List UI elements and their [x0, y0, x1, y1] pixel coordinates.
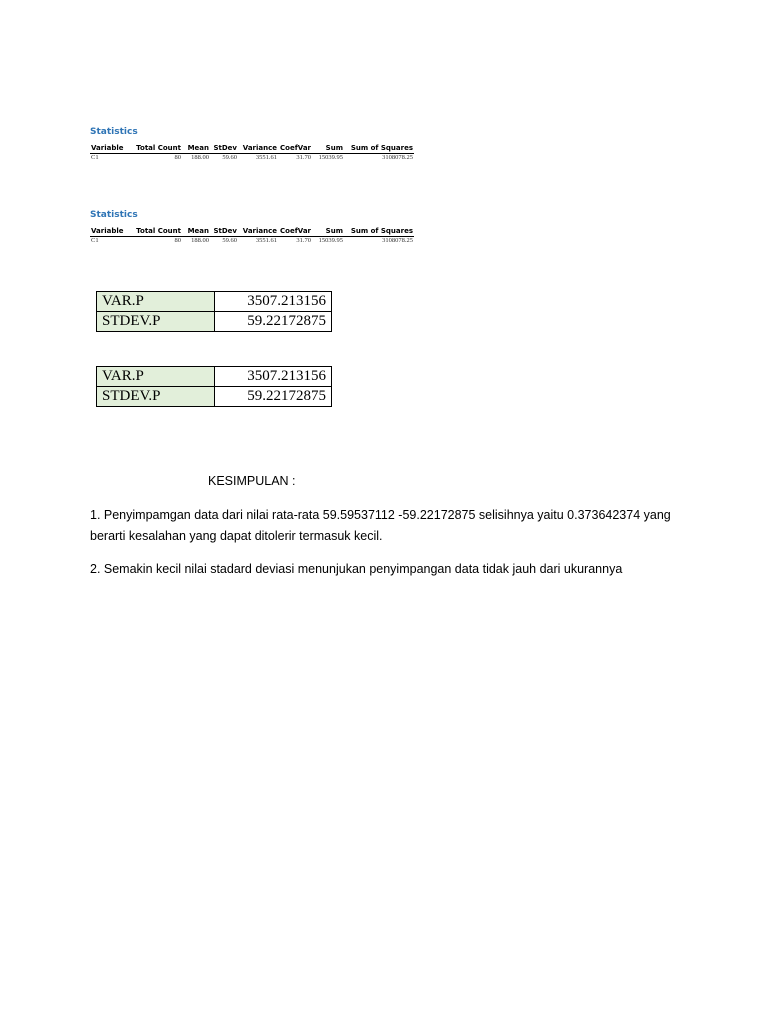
- header-sum: Sum: [312, 143, 344, 154]
- stdev-p-value: 59.22172875: [215, 387, 332, 407]
- cell-sum: 15039.95: [318, 237, 343, 244]
- cell-coefvar: 31.70: [296, 237, 311, 244]
- header-variance: Variance: [238, 143, 278, 154]
- statistics-block-1: [90, 126, 414, 162]
- stdev-p-value: 59.22172875: [215, 312, 332, 332]
- var-p-label: VAR.P: [97, 367, 215, 387]
- cell-mean: 188.00: [191, 154, 209, 161]
- statistics-block-2: [90, 209, 414, 245]
- cell-mean: 188.00: [191, 237, 209, 244]
- cell-sum: 15039.95: [318, 154, 343, 161]
- variance-table-2: [96, 366, 332, 407]
- statistics-table: [90, 226, 414, 245]
- header-stdev: StDev: [210, 226, 238, 237]
- stdev-p-label: STDEV.P: [97, 312, 215, 332]
- cell-stdev: 59.60: [222, 237, 237, 244]
- conclusion-heading: KESIMPULAN :: [208, 474, 296, 488]
- statistics-table: [90, 143, 414, 162]
- header-mean: Mean: [182, 226, 210, 237]
- var-p-value: 3507.213156: [215, 367, 332, 387]
- statistics-header-row: [90, 226, 414, 237]
- header-total-count: Total Count: [128, 226, 182, 237]
- table-row: [97, 367, 332, 387]
- cell-sum-of-squares: 3108078.25: [382, 237, 413, 244]
- header-coefvar: CoefVar: [278, 226, 312, 237]
- table-row: [90, 237, 414, 246]
- header-sum-of-squares: Sum of Squares: [344, 143, 414, 154]
- cell-total-count: 80: [174, 237, 181, 244]
- var-p-label: VAR.P: [97, 292, 215, 312]
- cell-variance: 3551.61: [255, 237, 277, 244]
- cell-total-count: 80: [174, 154, 181, 161]
- statistics-title: Statistics: [90, 127, 138, 137]
- cell-stdev: 59.60: [222, 154, 237, 161]
- conclusion-point-2: 2. Semakin kecil nilai stadard deviasi menunjukan penyimpangan data tidak jauh dari ukurannya: [90, 562, 623, 576]
- statistics-title: Statistics: [90, 210, 138, 220]
- header-mean: Mean: [182, 143, 210, 154]
- header-variable: Variable: [90, 143, 128, 154]
- stdev-p-label: STDEV.P: [97, 387, 215, 407]
- header-variance: Variance: [238, 226, 278, 237]
- cell-sum-of-squares: 3108078.25: [382, 154, 413, 161]
- header-sum: Sum: [312, 226, 344, 237]
- cell-variance: 3551.61: [255, 154, 277, 161]
- table-row: [97, 292, 332, 312]
- table-row: [97, 387, 332, 407]
- conclusion-point-1: 1. Penyimpamgan data dari nilai rata-rata 59.59537112 -59.22172875 selisihnya yaitu 0.373642374 yang berarti kesalahan yang dapat ditolerir termasuk kecil.: [90, 508, 671, 543]
- statistics-header-row: [90, 143, 414, 154]
- var-p-value: 3507.213156: [215, 292, 332, 312]
- header-coefvar: CoefVar: [278, 143, 312, 154]
- cell-variable: C1: [91, 154, 99, 161]
- variance-table-1: [96, 291, 332, 332]
- header-stdev: StDev: [210, 143, 238, 154]
- header-variable: Variable: [90, 226, 128, 237]
- cell-coefvar: 31.70: [296, 154, 311, 161]
- header-total-count: Total Count: [128, 143, 182, 154]
- header-sum-of-squares: Sum of Squares: [344, 226, 414, 237]
- table-row: [90, 154, 414, 163]
- table-row: [97, 312, 332, 332]
- cell-variable: C1: [91, 237, 99, 244]
